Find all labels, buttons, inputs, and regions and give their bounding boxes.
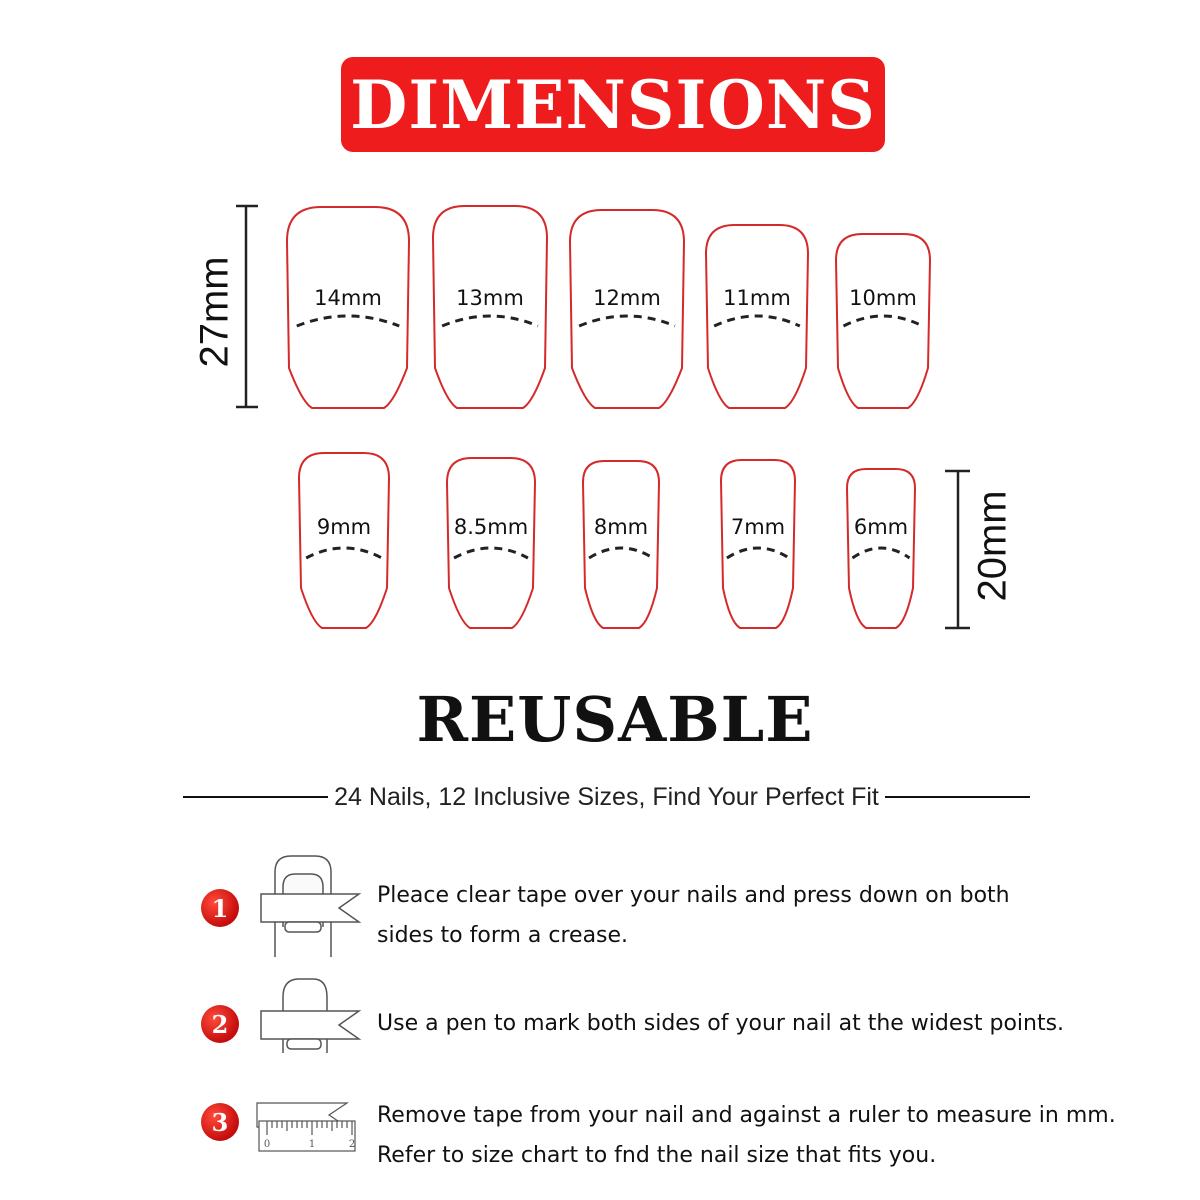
nail-2-4 xyxy=(847,469,915,628)
step-3-text xyxy=(377,1096,1116,1176)
tagline: 24 Nails, 12 Inclusive Sizes, Find Your Perfect Fit xyxy=(334,782,879,811)
nail-size-label: 14mm xyxy=(314,286,382,310)
ruler-measure-icon xyxy=(255,1095,365,1155)
height-label-large: 27mm xyxy=(192,256,237,368)
step-number-2: 2 xyxy=(201,1005,239,1043)
headline: REUSABLE xyxy=(416,683,814,756)
ruler-tick-1: 1 xyxy=(308,1139,316,1150)
step-number-1: 1 xyxy=(201,889,239,927)
ruler-tick-2: 2 xyxy=(348,1139,356,1150)
ruler-tick-0: 0 xyxy=(263,1139,271,1150)
step-3-line-2: Refer to size chart to fnd the nail size that fits you. xyxy=(377,1143,937,1168)
step-2-text xyxy=(377,1004,1077,1044)
nail-1-3 xyxy=(706,225,808,408)
nail-size-label: 8mm xyxy=(593,515,649,539)
nail-2-2 xyxy=(583,461,659,628)
nail-outline xyxy=(583,461,659,628)
nail-size-label: 6mm xyxy=(853,515,909,539)
divider-left xyxy=(183,796,328,798)
divider-right xyxy=(885,796,1030,798)
nail-size-label: 13mm xyxy=(456,286,524,310)
step-1-text xyxy=(377,876,1077,956)
mark-tape-icon xyxy=(255,975,365,1055)
height-bracket-large xyxy=(236,206,258,407)
nail-size-label: 10mm xyxy=(849,286,917,310)
height-bracket-small xyxy=(945,471,970,628)
step-1-line-2: sides to form a crease. xyxy=(377,923,629,948)
nail-2-3 xyxy=(721,460,795,628)
tape-on-finger-icon xyxy=(255,852,365,962)
step-3-line-1: Remove tape from your nail and against a ruler to measure in mm. xyxy=(377,1103,1116,1128)
nail-outline xyxy=(447,458,535,628)
nail-size-label: 8.5mm xyxy=(453,515,529,539)
nail-2-0 xyxy=(299,453,389,628)
nail-outline xyxy=(836,234,930,408)
nail-size-label: 9mm xyxy=(316,515,372,539)
step-1-line-1: Pleace clear tape over your nails and press down on both xyxy=(377,883,1010,908)
nail-1-1 xyxy=(433,206,547,408)
nail-outline xyxy=(299,453,389,628)
nail-outline xyxy=(721,460,795,628)
title: DIMENSIONS xyxy=(350,65,876,144)
step-number-3: 3 xyxy=(201,1103,239,1141)
nail-1-0 xyxy=(287,207,409,408)
nail-1-2 xyxy=(570,210,684,408)
step-2-line-1: Use a pen to mark both sides of your nail at the widest points. xyxy=(377,1011,1065,1036)
nail-size-label: 7mm xyxy=(730,515,786,539)
height-label-small: 20mm xyxy=(970,490,1015,602)
nail-size-label: 12mm xyxy=(593,286,661,310)
tagline-row xyxy=(183,780,1030,814)
nail-2-1 xyxy=(447,458,535,628)
nail-1-4 xyxy=(836,234,930,408)
nail-size-label: 11mm xyxy=(723,286,791,310)
